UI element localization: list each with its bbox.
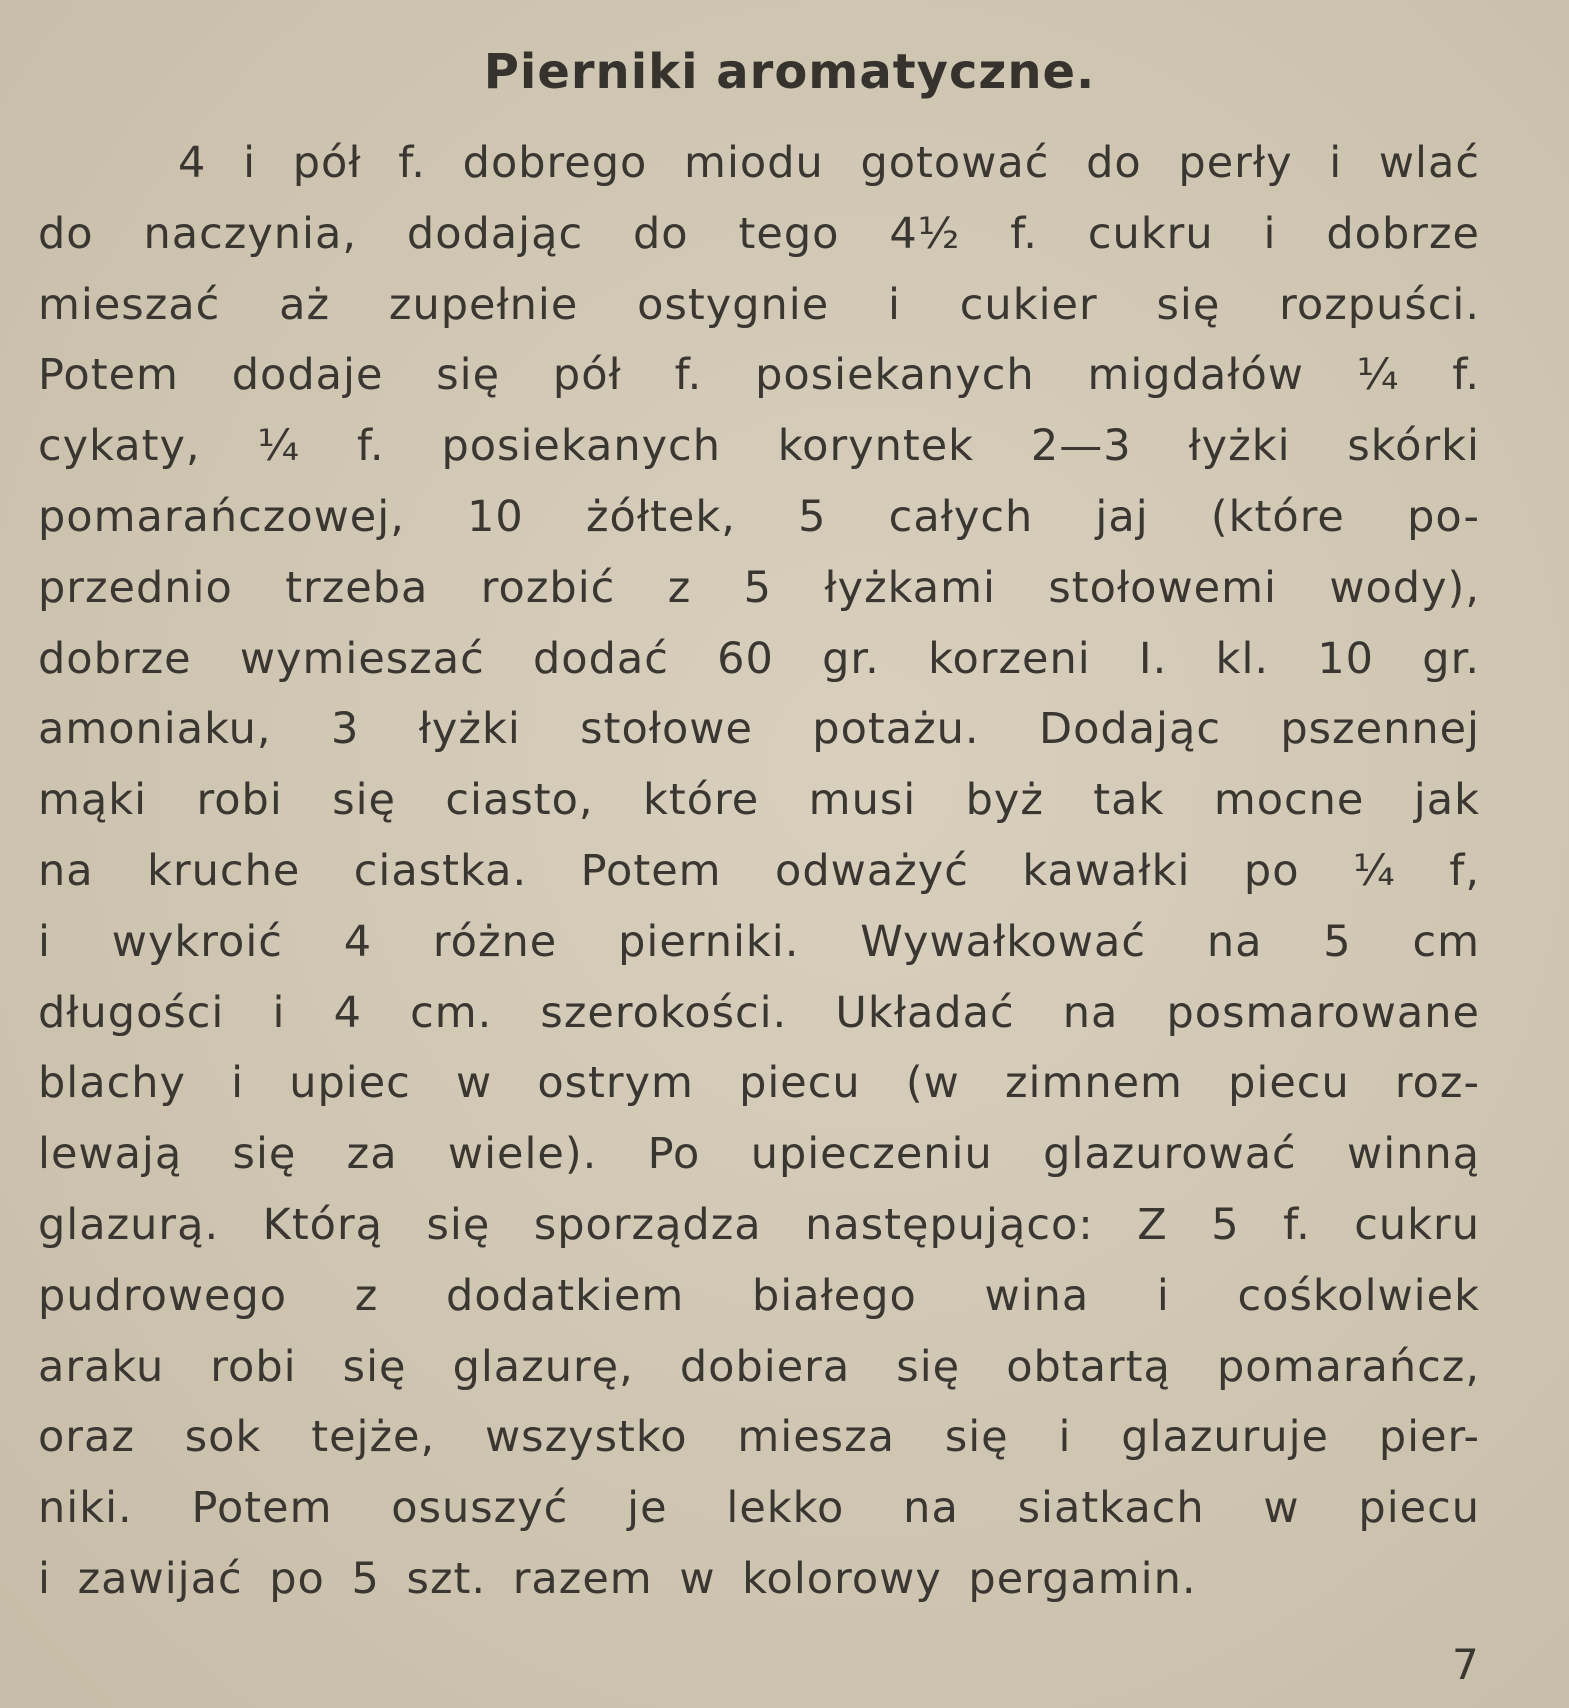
recipe-body <box>38 128 1480 1615</box>
text-line: araku robi się glazurę, dobiera się obtartą pomarańcz, <box>38 1341 1480 1392</box>
text-line: 4 i pół f. dobrego miodu gotować do perły i wlać <box>178 138 1480 188</box>
text-line: Potem dodaje się pół f. posiekanych migdałów ¼ f. <box>38 350 1480 401</box>
recipe-title: Pierniki aromatyczne. <box>483 44 1096 100</box>
text-line: i zawijać po 5 szt. razem w kolorowy pergamin. <box>38 1553 1197 1604</box>
text-line: lewają się za wiele). Po upieczeniu glazurować winną <box>38 1129 1480 1180</box>
text-line: długości i 4 cm. szerokości. Układać na posmarowane <box>38 987 1480 1038</box>
text-line: dobrze wymieszać dodać 60 gr. korzeni I. kl. 10 gr. <box>38 633 1480 684</box>
page-number: 7 <box>1452 1640 1479 1689</box>
text-line: blachy i upiec w ostrym piecu (w zimnem piecu roz- <box>38 1058 1480 1109</box>
text-line: mąki robi się ciasto, które musi byż tak mocne jak <box>38 775 1480 826</box>
text-line: niki. Potem osuszyć je lekko na siatkach w piecu <box>38 1483 1480 1534</box>
text-line: do naczynia, dodając do tego 4½ f. cukru i dobrze <box>38 208 1480 259</box>
text-line: i wykroić 4 różne pierniki. Wywałkować na 5 cm <box>38 916 1480 967</box>
text-line: glazurą. Którą się sporządza następująco: Z 5 f. cukru <box>38 1199 1480 1250</box>
text-line: na kruche ciastka. Potem odważyć kawałki po ¼ f, <box>38 845 1480 896</box>
text-line: oraz sok tejże, wszystko miesza się i glazuruje pier- <box>38 1412 1480 1463</box>
text-line: przednio trzeba rozbić z 5 łyżkami stołowemi wody), <box>38 562 1480 613</box>
text-line: amoniaku, 3 łyżki stołowe potażu. Dodając pszennej <box>38 704 1480 755</box>
text-line: pomarańczowej, 10 żółtek, 5 całych jaj (które po- <box>38 491 1480 542</box>
text-line: mieszać aż zupełnie ostygnie i cukier się rozpuści. <box>38 279 1480 330</box>
text-line: pudrowego z dodatkiem białego wina i cośkolwiek <box>38 1270 1480 1321</box>
text-line: cykaty, ¼ f. posiekanych koryntek 2—3 łyżki skórki <box>38 421 1480 472</box>
